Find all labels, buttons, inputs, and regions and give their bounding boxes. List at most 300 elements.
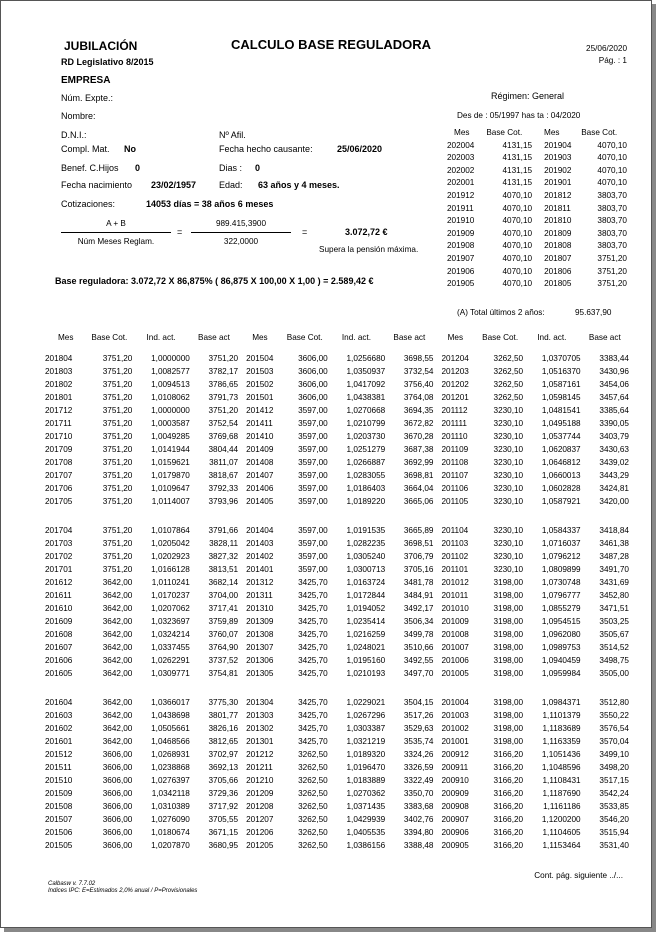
version-note: Calbasw v. 7.7.02 <box>48 881 96 887</box>
cell-base-act: 3705,55 <box>208 815 239 824</box>
cell-ind-act: 1,0180674 <box>151 828 190 837</box>
cell-mes: 201505 <box>45 841 73 850</box>
cell-ind-act: 1,0268931 <box>151 750 190 759</box>
cell-mes: 201601 <box>45 737 73 746</box>
cell-mes: 201406 <box>246 484 274 493</box>
history-spacer <box>45 516 629 524</box>
cell-base-act: 3687,38 <box>403 445 434 454</box>
cell-base-cot: 3642,00 <box>102 656 133 665</box>
cell-ind-act: 1,0003587 <box>151 419 190 428</box>
cell-base-cot: 3606,00 <box>102 789 133 798</box>
cell-mes: 201212 <box>246 750 274 759</box>
cell-ind-act: 1,0141944 <box>151 445 190 454</box>
last-two-years-row <box>447 240 627 253</box>
cell-base-cot: 3262,50 <box>493 380 524 389</box>
cell-ind-act: 1,1153464 <box>542 841 581 850</box>
cell-base-cot: 4070,10 <box>597 165 627 175</box>
cell-ind-act: 1,0000000 <box>151 406 190 415</box>
cell-mes: 201410 <box>246 432 274 441</box>
cell-mes: 201810 <box>544 216 572 226</box>
cell-ind-act: 1,0282235 <box>346 539 386 548</box>
history-row <box>45 365 629 378</box>
cell-ind-act: 1,0730748 <box>541 578 581 587</box>
dias-label: Dias : <box>219 163 243 173</box>
cell-mes: 201608 <box>45 630 73 639</box>
cell-mes: 201802 <box>45 380 73 389</box>
cell-ind-act: 1,0114007 <box>151 497 190 506</box>
cell-base-act: 3506,34 <box>403 617 434 626</box>
history-row <box>45 469 629 482</box>
cell-mes: 201908 <box>447 241 475 251</box>
cell-ind-act: 1,0855279 <box>541 604 581 613</box>
cell-base-act: 3503,25 <box>599 617 629 626</box>
cell-mes: 201007 <box>441 643 469 652</box>
cell-base-cot: 3230,10 <box>493 484 524 493</box>
last-two-years-header <box>447 127 627 140</box>
cell-base-act: 3481,78 <box>403 578 434 587</box>
cell-mes: 201702 <box>45 552 73 561</box>
cell-base-act: 3782,17 <box>208 367 239 376</box>
cell-mes: 201609 <box>45 617 73 626</box>
desde-hasta: Des de : 05/1997 has ta : 04/2020 <box>457 111 581 120</box>
cell-base-cot: 3642,00 <box>102 724 133 733</box>
cell-mes: 202002 <box>447 165 475 175</box>
cell-base-cot: 3642,00 <box>102 643 133 652</box>
cell-ind-act: 1,0163724 <box>346 578 386 587</box>
cell-mes: 201504 <box>246 354 274 363</box>
cell-ind-act: 1,0940459 <box>541 656 581 665</box>
history-row <box>45 391 629 404</box>
cell-base-act: 3694,35 <box>403 406 434 415</box>
cell-base-act: 3492,55 <box>403 656 434 665</box>
cell-base-act: 3388,48 <box>403 841 434 850</box>
last-two-years-row <box>447 228 627 241</box>
cell-ind-act: 1,0266887 <box>346 458 386 467</box>
cell-ind-act: 1,0172844 <box>346 591 386 600</box>
last-two-years-row <box>447 253 627 266</box>
cell-base-cot: 3751,20 <box>102 419 133 428</box>
cell-base-act: 3692,13 <box>208 763 239 772</box>
cell-base-cot: 3230,10 <box>493 526 524 535</box>
cell-ind-act: 1,0505661 <box>151 724 190 733</box>
cell-base-cot: 3425,70 <box>298 711 328 720</box>
empresa-label: EMPRESA <box>61 75 111 86</box>
fecha-hecho-label: Fecha hecho causante: <box>219 144 313 154</box>
cell-mes: 201005 <box>441 669 469 678</box>
history-row <box>45 813 629 826</box>
cell-base-cot: 3597,00 <box>298 565 328 574</box>
cell-base-cot: 3606,00 <box>298 393 328 402</box>
cell-base-cot: 3751,20 <box>102 458 133 467</box>
cell-ind-act: 1,1108431 <box>542 776 581 785</box>
total-label: (A) Total últimos 2 años: <box>457 308 545 317</box>
cell-base-act: 3385,64 <box>599 406 629 415</box>
cell-mes: 201011 <box>441 591 469 600</box>
last-two-years-table <box>447 127 627 291</box>
cell-base-act: 3682,14 <box>208 578 239 587</box>
last-two-years-row <box>447 140 627 153</box>
cell-mes: 201809 <box>544 228 572 238</box>
cell-base-act: 3420,00 <box>599 497 629 506</box>
history-row <box>45 761 629 774</box>
cell-mes: 201105 <box>441 497 469 506</box>
cell-base-cot: 4070,10 <box>502 203 533 213</box>
cell-base-cot: 3262,50 <box>298 815 328 824</box>
cell-base-act: 3484,91 <box>403 591 434 600</box>
cell-base-cot: 3751,20 <box>102 497 133 506</box>
fraction-line-left <box>61 232 171 233</box>
cell-ind-act: 1,0337455 <box>151 643 190 652</box>
title-jubilacion: JUBILACIÓN <box>64 39 138 53</box>
cell-base-act: 3402,76 <box>403 815 434 824</box>
cell-base-act: 3498,20 <box>599 763 629 772</box>
cell-base-cot: 3642,00 <box>102 617 133 626</box>
cell-mes: 201006 <box>441 656 469 665</box>
cell-base-act: 3754,81 <box>208 669 239 678</box>
cell-base-act: 3505,67 <box>599 630 629 639</box>
cell-mes: 201405 <box>246 497 274 506</box>
cell-base-cot: 3606,00 <box>102 815 133 824</box>
cell-base-act: 3383,68 <box>403 802 434 811</box>
benef-hijos-value: 0 <box>135 163 141 173</box>
cell-mes: 201509 <box>45 789 73 798</box>
cell-base-cot: 4070,10 <box>597 153 627 163</box>
cell-base-cot: 3606,00 <box>102 802 133 811</box>
history-row <box>45 352 629 365</box>
history-row <box>45 748 629 761</box>
cell-mes: 201804 <box>45 354 73 363</box>
cell-ind-act: 1,0959984 <box>541 669 581 678</box>
cell-mes: 201304 <box>246 698 274 707</box>
cell-base-act: 3801,77 <box>208 711 239 720</box>
history-row <box>45 495 629 508</box>
cell-base-act: 3576,54 <box>599 724 629 733</box>
cell-mes: 201808 <box>544 241 572 251</box>
cell-base-cot: 3198,00 <box>493 604 524 613</box>
cell-base-cot: 3198,00 <box>493 698 524 707</box>
cell-ind-act: 1,0324214 <box>151 630 190 639</box>
history-row <box>45 615 629 628</box>
cell-ind-act: 1,0405535 <box>346 828 386 837</box>
cell-base-cot: 3642,00 <box>102 630 133 639</box>
cell-base-act: 3804,44 <box>208 445 239 454</box>
history-row <box>45 482 629 495</box>
fecha-nac-value: 23/02/1957 <box>151 180 197 190</box>
cell-ind-act: 1,0229021 <box>346 698 386 707</box>
cell-base-act: 3698,81 <box>403 471 434 480</box>
history-row <box>45 378 629 391</box>
cell-ind-act: 1,0189220 <box>346 497 386 506</box>
formula-denominator-value: 322,0000 <box>223 237 259 246</box>
cell-base-act: 3665,06 <box>403 497 434 506</box>
cell-base-act: 3680,95 <box>208 841 239 850</box>
cell-mes: 201507 <box>45 815 73 824</box>
history-spacer <box>45 680 629 688</box>
cell-base-cot: 3642,00 <box>102 711 133 720</box>
cell-base-cot: 3642,00 <box>102 578 133 587</box>
cell-mes: 201610 <box>45 604 73 613</box>
cell-mes: 201706 <box>45 484 73 493</box>
cell-mes: 201501 <box>246 393 274 402</box>
cell-mes: 201607 <box>45 643 73 652</box>
cell-base-cot: 3262,50 <box>298 841 328 850</box>
cell-ind-act: 1,0300713 <box>346 565 386 574</box>
cell-ind-act: 1,0598145 <box>541 393 581 402</box>
cell-mes: 201901 <box>544 178 572 188</box>
cell-base-cot: 3425,70 <box>298 591 328 600</box>
history-row <box>45 430 629 443</box>
cell-base-act: 3813,51 <box>208 565 239 574</box>
cell-ind-act: 1,0438381 <box>346 393 386 402</box>
cell-base-act: 3324,26 <box>403 750 434 759</box>
cell-base-act: 3705,66 <box>208 776 239 785</box>
cell-base-act: 3828,11 <box>209 539 239 548</box>
cell-base-cot: 3751,20 <box>102 406 133 415</box>
cell-base-cot: 3751,20 <box>102 380 133 389</box>
cell-ind-act: 1,0210799 <box>346 419 386 428</box>
cell-base-cot: 3803,70 <box>597 241 627 251</box>
cell-base-cot: 3606,00 <box>298 367 328 376</box>
cell-mes: 200905 <box>441 841 469 850</box>
cell-mes: 201508 <box>45 802 73 811</box>
cell-base-act: 3504,15 <box>403 698 434 707</box>
cell-mes: 201712 <box>45 406 73 415</box>
cell-base-cot: 4070,10 <box>502 228 533 238</box>
history-table <box>45 331 629 852</box>
cell-ind-act: 1,0166128 <box>151 565 190 574</box>
cell-ind-act: 1,0170237 <box>151 591 190 600</box>
formula-numerator-left: A + B <box>106 219 126 228</box>
cell-mes: 201805 <box>544 279 572 289</box>
cell-mes: 201012 <box>441 578 469 587</box>
cell-base-cot: 3751,20 <box>102 393 133 402</box>
cell-ind-act: 1,0248021 <box>346 643 386 652</box>
cell-ind-act: 1,0109647 <box>151 484 190 493</box>
history-spacer <box>45 688 629 696</box>
cell-base-cot: 3198,00 <box>493 617 524 626</box>
cell-mes: 201203 <box>441 367 469 376</box>
cell-mes: 201611 <box>45 591 72 600</box>
history-row <box>45 709 629 722</box>
formula-note: Supera la pensión máxima. <box>319 245 419 254</box>
cell-ind-act: 1,0110241 <box>151 578 190 587</box>
cell-mes: 200907 <box>441 815 469 824</box>
edad-value: 63 años y 4 meses. <box>258 180 340 190</box>
last-two-years-row <box>447 177 627 190</box>
cell-base-act: 3764,90 <box>208 643 239 652</box>
cell-mes: 201306 <box>246 656 274 665</box>
cell-base-cot: 3262,50 <box>298 750 328 759</box>
cell-ind-act: 1,0107864 <box>151 526 190 535</box>
cell-mes: 201108 <box>441 458 469 467</box>
cell-base-act: 3826,16 <box>208 724 239 733</box>
cell-base-cot: 3198,00 <box>493 737 524 746</box>
cell-ind-act: 1,0094513 <box>151 380 190 389</box>
cell-ind-act: 1,0646812 <box>541 458 581 467</box>
cell-base-cot: 4131,15 <box>502 153 533 163</box>
report-date: 25/06/2020 <box>586 44 627 53</box>
cell-mes: 201009 <box>441 617 469 626</box>
cell-mes: 201909 <box>447 228 475 238</box>
cell-ind-act: 1,0417092 <box>346 380 386 389</box>
cell-base-cot: 3262,50 <box>298 828 328 837</box>
dias-value: 0 <box>255 163 261 173</box>
cell-base-act: 3491,70 <box>599 565 629 574</box>
cell-base-act: 3383,44 <box>599 354 629 363</box>
cell-mes: 201311 <box>246 591 273 600</box>
cell-base-cot: 3751,20 <box>102 526 133 535</box>
history-row <box>45 537 629 550</box>
cell-base-cot: 3166,20 <box>493 841 524 850</box>
cell-mes: 201001 <box>441 737 469 746</box>
cell-base-act: 3499,78 <box>403 630 434 639</box>
dni-label: D.N.I.: <box>61 130 87 140</box>
cell-ind-act: 1,0276397 <box>151 776 190 785</box>
cell-base-act: 3418,84 <box>599 526 629 535</box>
cell-base-act: 3492,17 <box>403 604 434 613</box>
history-row <box>45 641 629 654</box>
cell-mes: 201707 <box>45 471 73 480</box>
cell-mes: 201807 <box>544 253 572 263</box>
cell-base-cot: 3597,00 <box>298 471 328 480</box>
header-mes: Mes <box>447 333 464 342</box>
history-row <box>45 774 629 787</box>
cell-base-cot: 3597,00 <box>298 432 328 441</box>
cell-mes: 201709 <box>45 445 73 454</box>
cell-ind-act: 1,0660013 <box>541 471 581 480</box>
cell-base-cot: 3262,50 <box>493 354 524 363</box>
formula-numerator-value: 989.415,3900 <box>215 219 267 228</box>
cell-base-act: 3350,70 <box>403 789 434 798</box>
compl-mat-label: Compl. Mat. <box>61 144 110 154</box>
cell-ind-act: 1,0159621 <box>151 458 190 467</box>
formula-equals-2: = <box>302 227 308 237</box>
cell-ind-act: 1,0267296 <box>346 711 386 720</box>
cell-base-cot: 3166,20 <box>493 815 524 824</box>
header-base-cot: Base Cot. <box>482 333 519 342</box>
cell-ind-act: 1,0195160 <box>346 656 386 665</box>
cell-mes: 201703 <box>45 539 73 548</box>
cell-ind-act: 1,0270362 <box>346 789 386 798</box>
cell-mes: 201211 <box>246 763 273 772</box>
cell-ind-act: 1,0049285 <box>151 432 190 441</box>
history-row <box>45 550 629 563</box>
history-row <box>45 839 629 852</box>
cell-mes: 201003 <box>441 711 469 720</box>
cell-ind-act: 1,0207062 <box>151 604 190 613</box>
cell-base-cot: 3642,00 <box>102 604 133 613</box>
cotizaciones-label: Cotizaciones: <box>61 199 116 209</box>
cell-base-cot: 3642,00 <box>102 737 133 746</box>
cell-base-act: 3692,99 <box>403 458 434 467</box>
cell-base-act: 3732,54 <box>403 367 434 376</box>
cell-mes: 201704 <box>45 526 73 535</box>
cell-mes: 201506 <box>45 828 73 837</box>
cell-base-cot: 4070,10 <box>502 253 533 263</box>
cell-base-cot: 4131,15 <box>502 165 533 175</box>
cell-base-cot: 3751,20 <box>597 266 627 276</box>
cell-base-cot: 4070,10 <box>502 190 533 200</box>
cell-mes: 201801 <box>45 393 73 402</box>
page-title: CALCULO BASE REGULADORA <box>231 37 432 52</box>
cell-mes: 201302 <box>246 724 274 733</box>
cell-base-cot: 3597,00 <box>298 458 328 467</box>
cell-mes: 201403 <box>246 539 274 548</box>
n-afil-label: Nº Afil. <box>219 130 246 140</box>
cell-base-cot: 3230,10 <box>493 539 524 548</box>
history-spacer <box>45 344 629 352</box>
cell-mes: 201409 <box>246 445 274 454</box>
cell-mes: 200912 <box>441 750 469 759</box>
cell-mes: 201511 <box>45 763 72 772</box>
cell-ind-act: 1,0203730 <box>346 432 386 441</box>
subtitle-rd: RD Legislativo 8/2015 <box>61 57 154 67</box>
cell-base-cot: 3198,00 <box>493 630 524 639</box>
cell-base-act: 3570,04 <box>599 737 629 746</box>
history-row <box>45 696 629 709</box>
cell-ind-act: 1,0202923 <box>151 552 190 561</box>
cell-base-act: 3752,54 <box>208 419 239 428</box>
header-base-cot: Base Cot. <box>581 128 618 137</box>
cell-mes: 201111 <box>441 419 467 428</box>
cell-ind-act: 1,0989753 <box>541 643 581 652</box>
cell-base-act: 3705,16 <box>403 565 434 574</box>
formula-result: 3.072,72 € <box>345 227 388 237</box>
cell-ind-act: 1,0587161 <box>541 380 581 389</box>
cell-base-cot: 3642,00 <box>102 698 133 707</box>
cell-mes: 201307 <box>246 643 274 652</box>
cell-base-cot: 3425,70 <box>298 643 328 652</box>
cell-base-act: 3729,36 <box>208 789 239 798</box>
history-row <box>45 667 629 680</box>
history-row <box>45 800 629 813</box>
cell-ind-act: 1,0386156 <box>346 841 386 850</box>
cell-base-cot: 3803,70 <box>597 228 627 238</box>
cotizaciones-value: 14053 días = 38 años 6 meses <box>146 199 274 209</box>
cell-ind-act: 1,0954515 <box>541 617 581 626</box>
cell-base-cot: 3230,10 <box>493 432 524 441</box>
cell-mes: 202003 <box>447 153 475 163</box>
cell-ind-act: 1,1187690 <box>542 789 581 798</box>
fecha-nac-label: Fecha nacimiento <box>61 180 133 190</box>
cell-base-cot: 3803,70 <box>597 216 627 226</box>
cell-mes: 201402 <box>246 552 274 561</box>
cell-base-cot: 3751,20 <box>102 565 133 574</box>
cell-base-cot: 3425,70 <box>298 578 328 587</box>
cell-mes: 201109 <box>441 445 469 454</box>
total-value: 95.637,90 <box>575 308 612 317</box>
cell-base-cot: 3198,00 <box>493 656 524 665</box>
cell-ind-act: 1,0309771 <box>151 669 190 678</box>
cell-base-act: 3827,32 <box>208 552 239 561</box>
cell-ind-act: 1,0256680 <box>346 354 386 363</box>
regimen-text: Régimen: General <box>491 91 565 101</box>
cell-ind-act: 1,0495188 <box>541 419 581 428</box>
cell-base-act: 3452,80 <box>599 591 629 600</box>
cell-base-act: 3542,24 <box>599 789 629 798</box>
cell-mes: 201207 <box>246 815 274 824</box>
cell-ind-act: 1,0186403 <box>346 484 386 493</box>
cell-mes: 201407 <box>246 471 274 480</box>
cell-mes: 201408 <box>246 458 274 467</box>
history-row <box>45 443 629 456</box>
cell-ind-act: 1,1101379 <box>542 711 581 720</box>
cell-base-cot: 4131,15 <box>502 178 533 188</box>
cell-base-cot: 3597,00 <box>298 419 328 428</box>
header-mes: Mes <box>544 128 560 137</box>
cell-ind-act: 1,0371435 <box>346 802 386 811</box>
cell-base-cot: 3166,20 <box>493 802 524 811</box>
